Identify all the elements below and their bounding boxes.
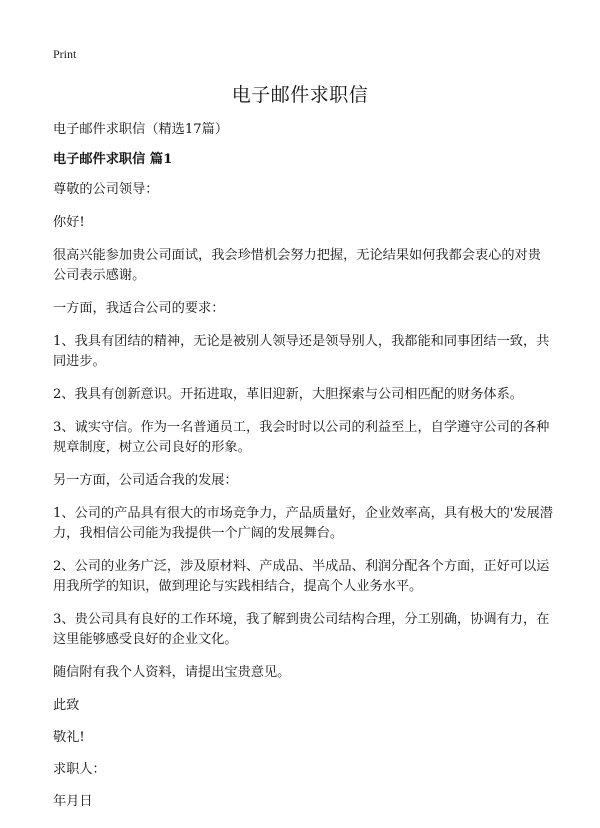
document-subtitle: 电子邮件求职信（精选17篇） [53, 122, 229, 137]
salutation: 尊敬的公司领导： [53, 182, 159, 197]
paragraph-heading-fit: 一方面，我适合公司的要求： [53, 301, 225, 316]
closing-salute: 敬礼! [53, 730, 85, 745]
letter-body [53, 120, 553, 824]
section-title: 电子邮件求职信 篇1 [53, 152, 173, 167]
applicant-label: 求职人： [53, 762, 106, 777]
paragraph-heading-dev: 另一方面，公司适合我的发展： [53, 473, 238, 488]
paragraph-dev-2: 2、公司的业务广泛，涉及原材料、产成品、半成品、利润分配各个方面，正好可以运用我所学的知识，做到理论与实践相结合，提高个人业务水平。 [53, 559, 550, 594]
document-title: 电子邮件求职信 [231, 84, 369, 106]
paragraph-fit-1: 1、我具有团结的精神，无论是被别人领导还是领导别人，我都能和同事团结一致，共同进步。 [53, 334, 550, 369]
closing-phrase: 此致 [53, 698, 80, 713]
greeting: 你好! [53, 215, 85, 230]
paragraph-dev-3: 3、贵公司具有良好的工作环境，我了解到贵公司结构合理，分工别确，协调有力，在这里能够感受良好的企业文化。 [53, 612, 550, 647]
paragraph-attachment: 随信附有我个人资料，请提出宝贵意见。 [53, 665, 291, 680]
date-line: 年月日 [53, 794, 93, 809]
paragraph-intro: 很高兴能参加贵公司面试，我会珍惜机会努力把握，无论结果如何我都会衷心的对贵公司表示感谢。 [53, 248, 541, 283]
print-label: Print [53, 47, 77, 61]
paragraph-dev-1: 1、公司的产品具有很大的市场竞争力，产品质量好，企业效率高，具有极大的'发展潜力，我相信公司能为我提供一个广阔的发展舞台。 [53, 506, 553, 541]
paragraph-fit-2: 2、我具有创新意识。开拓进取，革旧迎新，大胆探索与公司相匹配的财务体系。 [53, 387, 523, 402]
paragraph-fit-3: 3、诚实守信。作为一名普通员工，我会时时以公司的利益至上，自学遵守公司的各种规章制度，树立公司良好的形象。 [53, 420, 550, 455]
